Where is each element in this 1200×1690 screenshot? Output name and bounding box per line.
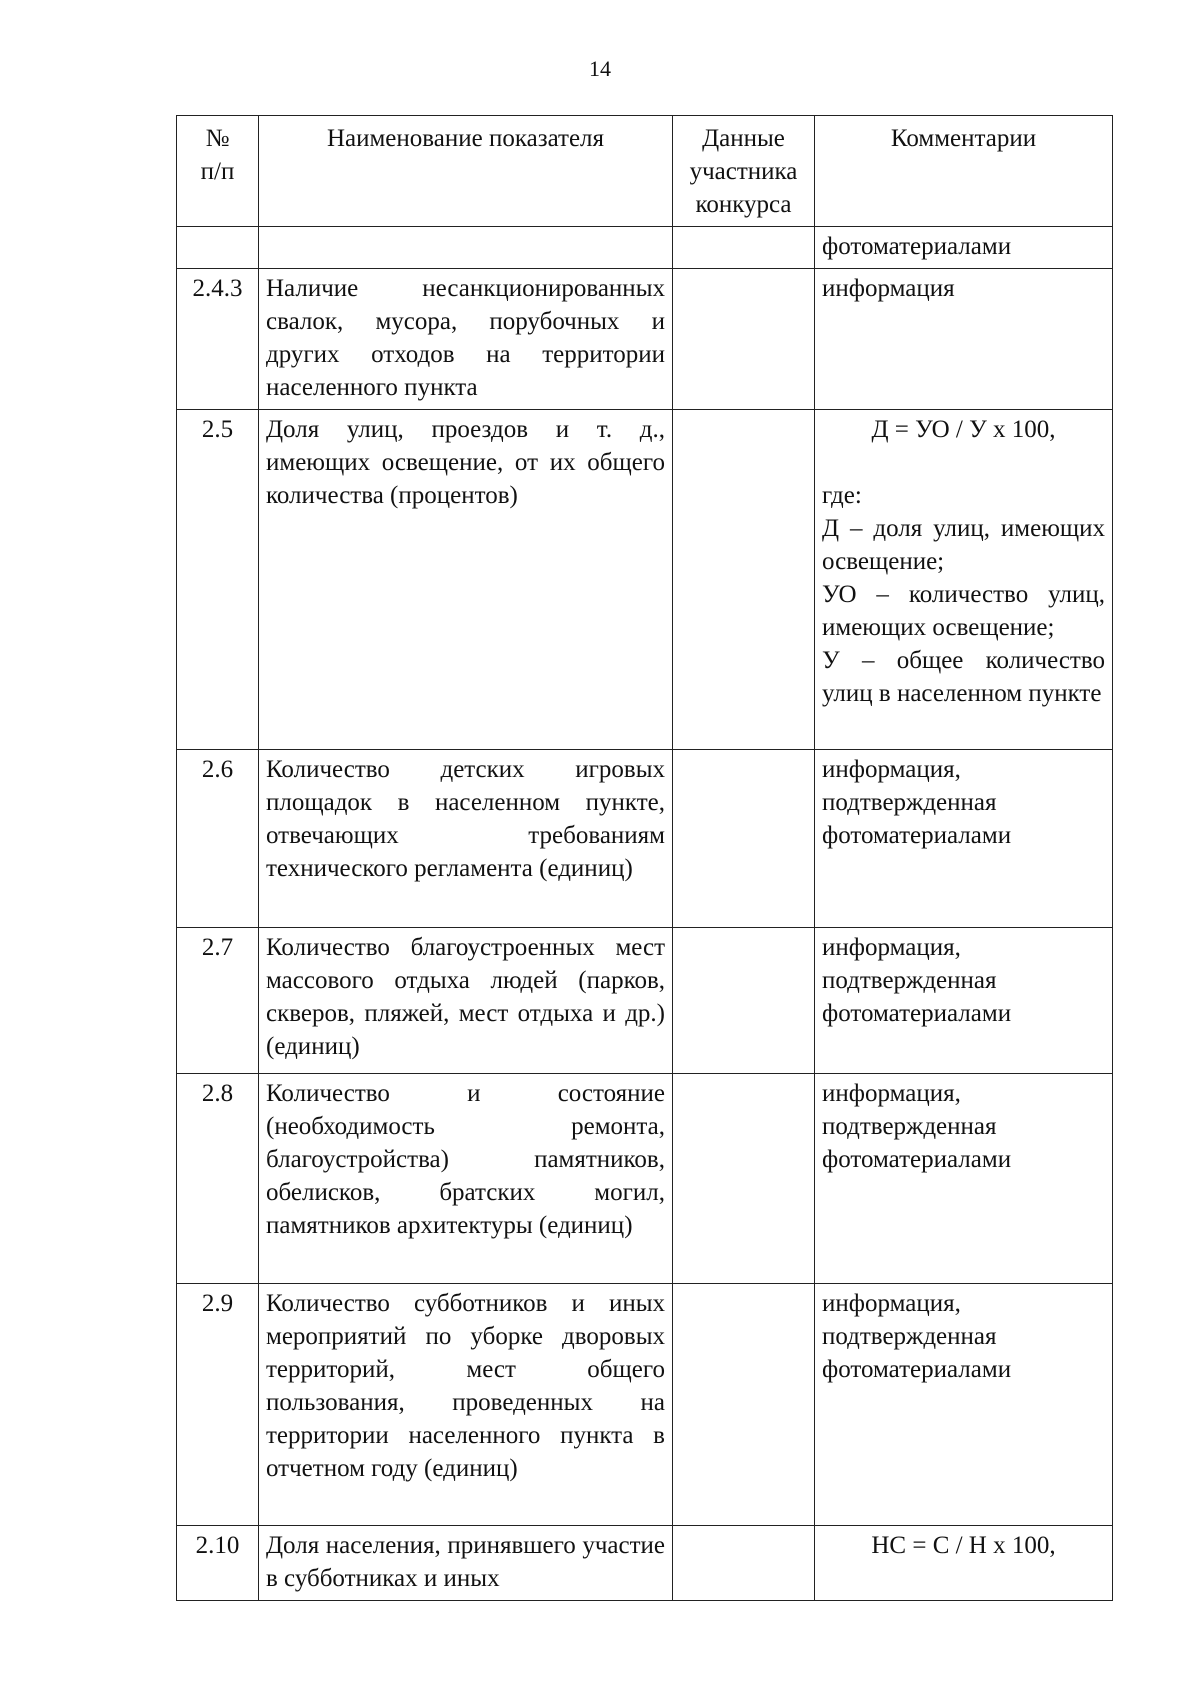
indicators-table — [176, 115, 1113, 1601]
cell-num: 2.6 — [177, 750, 259, 928]
page-number: 14 — [589, 56, 611, 81]
cell-num: 2.9 — [177, 1284, 259, 1526]
cell-data — [673, 1074, 815, 1284]
cell-name: Наличие несанкционированных свалок, мусора, порубочных и других отходов на территории населенного пункта — [259, 269, 673, 410]
cell-data — [673, 227, 815, 269]
cell-comment: фотоматериалами — [815, 227, 1113, 269]
cell-name: Количество субботников и иных мероприятий по уборке дворовых территорий, мест общего пользования, проведенных на территории населенного пункта в отчетном году (единиц) — [259, 1284, 673, 1526]
formula: НС = С / Н х 100, — [871, 1532, 1056, 1559]
cell-data — [673, 1526, 815, 1601]
cell-comment — [815, 1526, 1113, 1601]
table-row — [177, 928, 1113, 1074]
header-comment: Комментарии — [815, 116, 1113, 227]
cell-comment: информация, подтвержденная фотоматериалами — [815, 1284, 1113, 1526]
cell-data — [673, 410, 815, 750]
cell-name: Количество детских игровых площадок в населенном пункте, отвечающих требованиям технического регламента (единиц) — [259, 750, 673, 928]
header-data: Данные участника конкурса — [673, 116, 815, 227]
table-row-continued — [177, 227, 1113, 269]
cell-data — [673, 269, 815, 410]
table-row — [177, 750, 1113, 928]
cell-name: Доля населения, принявшего участие в субботниках и иных — [259, 1526, 673, 1601]
cell-num: 2.10 — [177, 1526, 259, 1601]
cell-data — [673, 750, 815, 928]
cell-comment: информация, подтвержденная фотоматериалами — [815, 750, 1113, 928]
cell-num: 2.4.3 — [177, 269, 259, 410]
table-header-row — [177, 116, 1113, 227]
cell-comment: информация — [815, 269, 1113, 410]
cell-data — [673, 928, 815, 1074]
cell-num: 2.7 — [177, 928, 259, 1074]
table-row — [177, 410, 1113, 750]
formula: Д = УО / У х 100, — [871, 416, 1056, 443]
cell-num — [177, 227, 259, 269]
cell-num: 2.5 — [177, 410, 259, 750]
header-name: Наименование показателя — [259, 116, 673, 227]
formula-legend: где: Д – доля улиц, имеющих освещение; УО – количество улиц, имеющих освещение; У – общее количество улиц в населенном пункте — [822, 482, 1105, 707]
table-row — [177, 1526, 1113, 1601]
cell-name: Доля улиц, проездов и т. д., имеющих освещение, от их общего количества (процентов) — [259, 410, 673, 750]
cell-comment: информация, подтвержденная фотоматериалами — [815, 1074, 1113, 1284]
cell-name: Количество благоустроенных мест массового отдыха людей (парков, скверов, пляжей, мест отдыха и др.) (единиц) — [259, 928, 673, 1074]
cell-name — [259, 227, 673, 269]
cell-comment — [815, 410, 1113, 750]
table-row — [177, 1284, 1113, 1526]
table-row — [177, 1074, 1113, 1284]
cell-data — [673, 1284, 815, 1526]
cell-num: 2.8 — [177, 1074, 259, 1284]
table-row — [177, 269, 1113, 410]
cell-name: Количество и состояние (необходимость ремонта, благоустройства) памятников, обелисков, братских могил, памятников архитектуры (единиц) — [259, 1074, 673, 1284]
cell-comment: информация, подтвержденная фотоматериалами — [815, 928, 1113, 1074]
header-num: № п/п — [177, 116, 259, 227]
